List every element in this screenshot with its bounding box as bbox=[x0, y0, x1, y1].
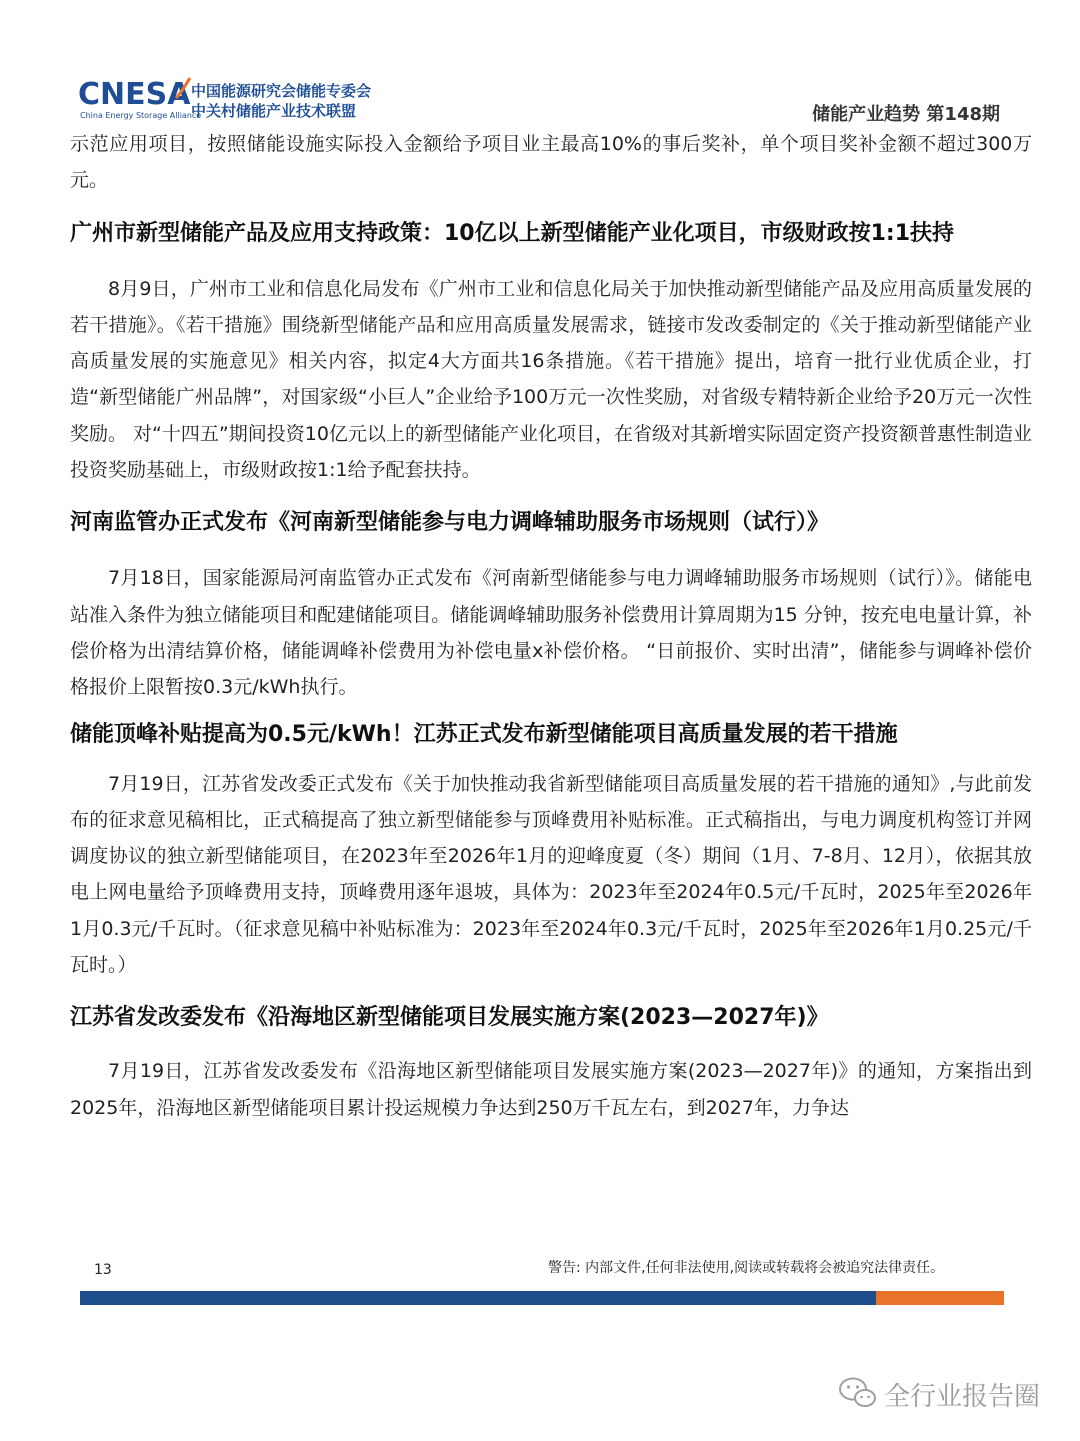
footer-bar-orange bbox=[876, 1291, 1004, 1305]
logo-cn-line2: 中关村储能产业技术联盟 bbox=[191, 102, 357, 120]
logo-swoosh-icon bbox=[174, 76, 192, 102]
footer-warning: 警告: 内部文件,任何非法使用,阅读或转载将会被追究法律责任。 bbox=[548, 1260, 945, 1276]
watermark-text: 全行业报告圈 bbox=[884, 1382, 1041, 1412]
article-content bbox=[70, 126, 1032, 1126]
wechat-icon bbox=[838, 1376, 878, 1410]
paragraph-henan: 7月18日，国家能源局河南监管办正式发布《河南新型储能参与电力调峰辅助服务市场规则（试行）》。储能电站准入条件为独立储能项目和配建储能项目。储能调峰辅助服务补偿费用计算周期为15 分钟，按充电电量计算，补偿价格为出清结算价格，储能调峰补偿费用为补偿电量x补偿价格。 “日前报价、实时出清”，储能参与调峰补偿价格报价上限暂按0.3元/kWh执行。 bbox=[70, 567, 1032, 699]
paragraph-jiangsu-subsidy: 7月19日，江苏省发改委正式发布《关于加快推动我省新型储能项目高质量发展的若干措施的通知》,与此前发布的征求意见稿相比，正式稿提高了独立新型储能参与顶峰费用补贴标准。正式稿指出，与电力调度机构签订并网调度协议的独立新型储能项目，在2023年至2026年1月的迎峰度夏（冬）期间（1月、7-8月、12月），依据其放电上网电量给予顶峰费用支持，顶峰费用逐年退坡，具体为：2023年至2024年0.5元/千瓦时，2025年至2026年1月0.3元/千瓦时。（征求意见稿中补贴标准为：2023年至2024年0.3元/千瓦时，2025年至2026年1月0.25元/千瓦时。） bbox=[70, 772, 1032, 977]
page-number: 13 bbox=[94, 1262, 112, 1278]
paragraph-jiangsu-coastal: 7月19日，江苏省发改委发布《沿海地区新型储能项目发展实施方案(2023—2027年)》的通知，方案指出到2025年，沿海地区新型储能项目累计投运规模力争达到250万千瓦左右，到2027年，力争达 bbox=[70, 1060, 1032, 1119]
section-heading-guangzhou: 广州市新型储能产品及应用支持政策：10亿以上新型储能产业化项目，市级财政按1:1扶持 bbox=[70, 220, 955, 246]
section-heading-jiangsu-coastal: 江苏省发改委发布《沿海地区新型储能项目发展实施方案(2023—2027年)》 bbox=[70, 1005, 829, 1031]
issue-title: 储能产业趋势 第148期 bbox=[812, 104, 1000, 125]
section-heading-henan: 河南监管办正式发布《河南新型储能参与电力调峰辅助服务市场规则（试行）》 bbox=[70, 510, 830, 536]
logo-english-name: China Energy Storage Alliance bbox=[80, 111, 202, 120]
watermark bbox=[838, 1372, 1058, 1416]
section-heading-jiangsu-subsidy: 储能顶峰补贴提高为0.5元/kWh！江苏正式发布新型储能项目高质量发展的若干措施 bbox=[70, 721, 898, 747]
page-header bbox=[78, 77, 1004, 125]
logo-cnesa: CNESA bbox=[78, 77, 191, 112]
paragraph-guangzhou: 8月9日，广州市工业和信息化局发布《广州市工业和信息化局关于加快推动新型储能产品及应用高质量发展的若干措施》。《若干措施》围绕新型储能产品和应用高质量发展需求，链接市发改委制定的《关于推动新型储能产业高质量发展的实施意见》相关内容，拟定4大方面共16条措施。《若干措施》提出，培育一批行业优质企业，打造“新型储能广州品牌”，对国家级“小巨人”企业给予100万元一次性奖励，对省级专精特新企业给予20万元一次性奖励。 对“十四五”期间投资10亿元以上的新型储能产业化项目，在省级对其新增实际固定资产投资额普惠性制造业投资奖励基础上，市级财政按1:1给予配套扶持。 bbox=[70, 277, 1032, 482]
footer-bar-blue bbox=[80, 1291, 876, 1305]
paragraph-continued: 示范应用项目，按照储能设施实际投入金额给予项目业主最高10%的事后奖补，单个项目奖补金额不超过300万元。 bbox=[70, 133, 1032, 192]
logo-cn-line1: 中国能源研究会储能专委会 bbox=[191, 82, 372, 100]
